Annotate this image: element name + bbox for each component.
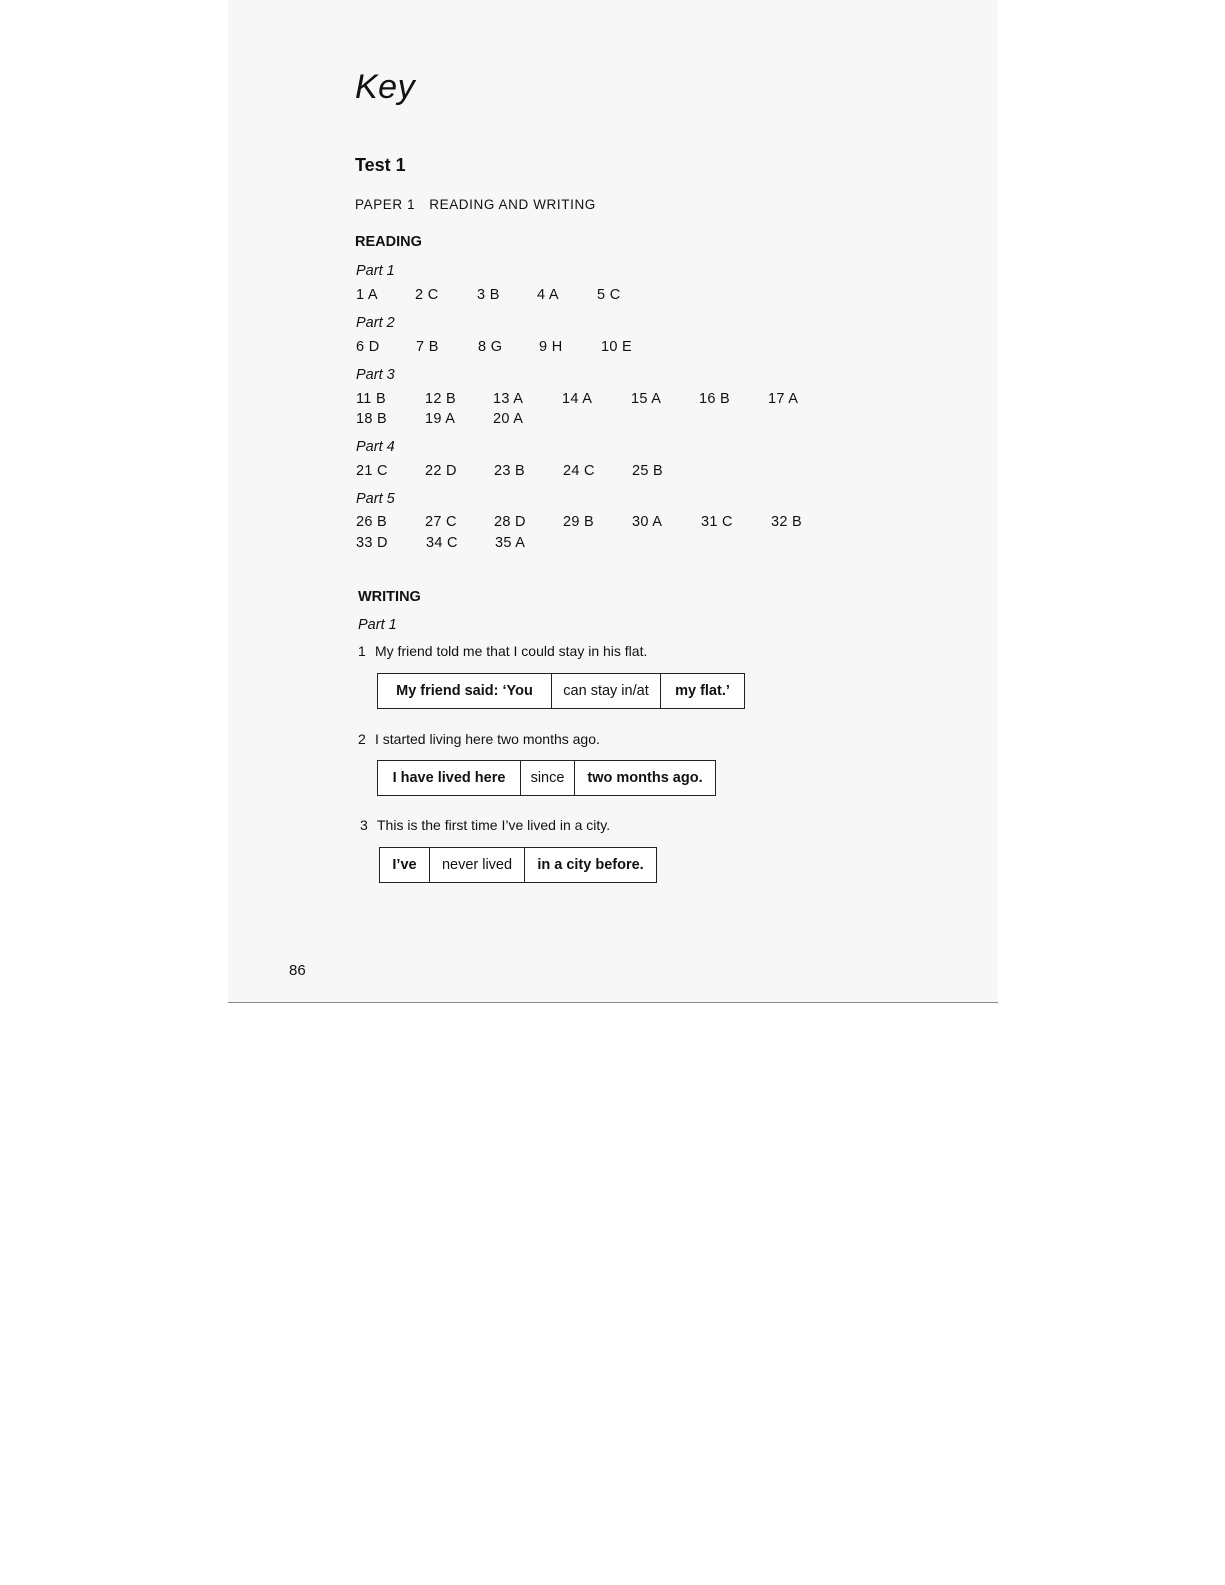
answer-box-start: I have lived here [392, 770, 506, 786]
question-sentence: My friend told me that I could stay in his flat. [375, 643, 648, 659]
page-bottom-rule [228, 1002, 998, 1003]
answer: 2 C [415, 287, 439, 303]
writing-heading: WRITING [358, 589, 421, 605]
answer: 30 A [632, 514, 663, 530]
answer-boxes-2 [377, 760, 716, 796]
writing-question-1 [358, 643, 647, 659]
question-sentence: I started living here two months ago. [375, 731, 600, 747]
answer: 29 B [563, 514, 595, 530]
writing-part-1-label: Part 1 [358, 617, 397, 633]
question-sentence: This is the first time I’ve lived in a city. [377, 817, 611, 833]
answer: 31 C [701, 514, 733, 530]
answer: 5 C [597, 287, 621, 303]
answer-box-end: in a city before. [524, 848, 656, 882]
answer: 4 A [537, 287, 559, 303]
answer: 8 G [478, 339, 503, 355]
answer: 7 B [416, 339, 439, 355]
answer: 3 B [477, 287, 500, 303]
answer-box-end: my flat.’ [660, 674, 744, 708]
paper-number: PAPER 1 [355, 197, 416, 212]
paper-name: READING AND WRITING [429, 197, 596, 212]
answer: 16 B [699, 391, 731, 407]
answer: 10 E [601, 339, 633, 355]
question-number: 1 [358, 643, 366, 659]
answer: 33 D [356, 535, 388, 551]
answer: 12 B [425, 391, 457, 407]
reading-part-5-label: Part 5 [356, 491, 395, 507]
answer: 24 C [563, 463, 595, 479]
answer: 6 D [356, 339, 380, 355]
writing-question-3 [360, 817, 610, 833]
answer-box-end: two months ago. [574, 761, 715, 795]
answer-box-start: I’ve [392, 857, 417, 873]
answer: 14 A [562, 391, 593, 407]
question-number: 2 [358, 731, 366, 747]
writing-question-2 [358, 731, 600, 747]
answer: 26 B [356, 514, 388, 530]
reading-part-1-label: Part 1 [356, 263, 395, 279]
answer: 22 D [425, 463, 457, 479]
page-title: Key [355, 68, 416, 106]
answer: 35 A [495, 535, 526, 551]
paper-title [355, 197, 596, 212]
reading-heading: READING [355, 234, 422, 250]
answer: 28 D [494, 514, 526, 530]
answer-box-start: My friend said: ‘You [396, 683, 533, 699]
answer: 19 A [425, 411, 456, 427]
answer-box-keyword: never lived [429, 848, 524, 882]
reading-part-3-label: Part 3 [356, 367, 395, 383]
test-title: Test 1 [355, 155, 406, 175]
answer: 27 C [425, 514, 457, 530]
answer-boxes-1 [377, 673, 745, 709]
reading-part-2-label: Part 2 [356, 315, 395, 331]
answer: 9 H [539, 339, 563, 355]
answer: 34 C [426, 535, 458, 551]
answer: 18 B [356, 411, 388, 427]
answer-box-keyword: can stay in/at [551, 674, 660, 708]
answer: 21 C [356, 463, 388, 479]
answer: 23 B [494, 463, 526, 479]
answer: 15 A [631, 391, 662, 407]
answer: 17 A [768, 391, 799, 407]
answer-box-keyword: since [520, 761, 574, 795]
answer: 20 A [493, 411, 524, 427]
page-number: 86 [289, 962, 306, 979]
answer: 32 B [771, 514, 803, 530]
answer: 25 B [632, 463, 664, 479]
question-number: 3 [360, 817, 368, 833]
reading-part-4-label: Part 4 [356, 439, 395, 455]
answer: 11 B [356, 391, 386, 407]
answer-boxes-3 [379, 847, 657, 883]
answer: 13 A [493, 391, 524, 407]
answer: 1 A [356, 287, 378, 303]
